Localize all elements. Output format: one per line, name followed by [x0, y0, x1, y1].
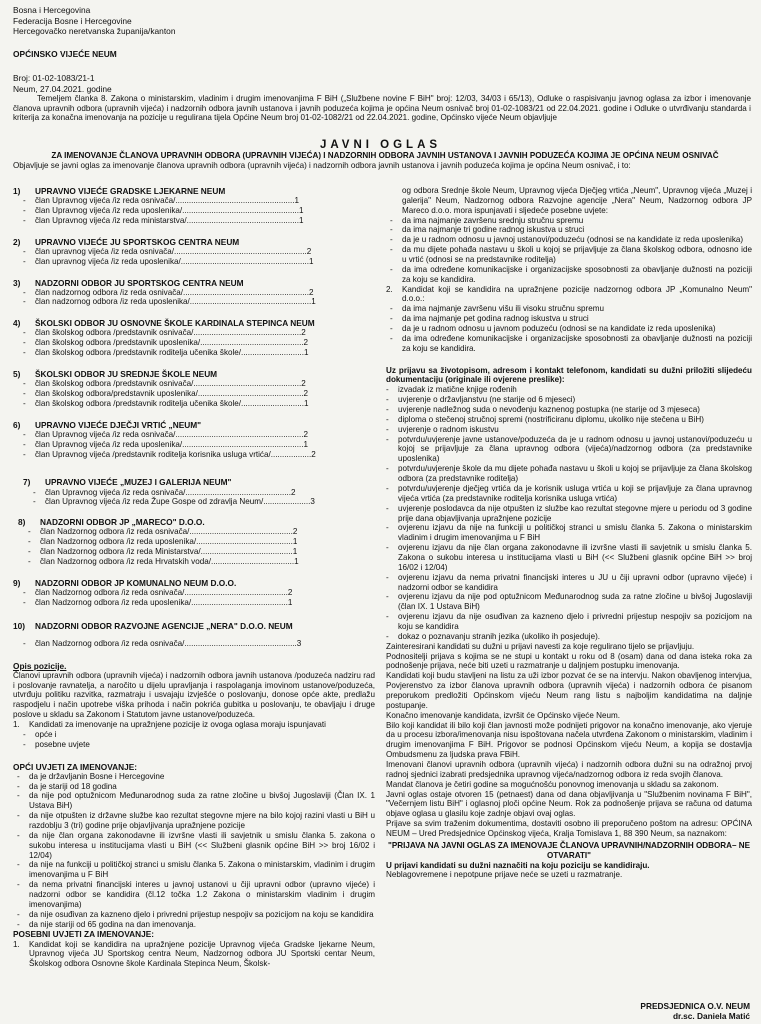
list-item: - ovjerenu izjavu da nema privatni financijski interes u JU u čiji upravni odbor (upravno vijeće) i nadzorni odbor se kandidira: [398, 573, 752, 593]
closing-paragraph: Zainteresirani kandidati su dužni u prijavi navesti za koje regulirano tijelo se prijavljuju.: [386, 641, 695, 651]
right-column: [386, 186, 752, 880]
list-item: - član Nadzornog odbora /iz reda Ministarstva/.........................................1: [40, 547, 375, 557]
section-title-opis: Opis pozicije.: [13, 660, 67, 671]
closing-paragraph: Podnositelji prijava s kojima se ne stupi u kontakt u roku od 8 (osam) dana od dana isteka roka za podnošenje prijava, neće biti uzeti u razmatranje u daljnjem postupku imenovanja.: [386, 651, 752, 671]
closing-paragraph: Mandat članova je četiri godine sa mogućnošću ponovnog imenovanja u skladu sa zakonom.: [386, 779, 719, 789]
list-item: - član školskog odbora /predstavnik roditelja učenika škole/............................1: [35, 348, 375, 358]
position-heading: 10) NADZORNI ODBOR RAZVOJNE AGENCIJE „NERA" D.O.O. NEUM: [13, 620, 293, 631]
position-block: [13, 578, 375, 608]
position-block: [13, 278, 375, 308]
list-item: - član Upravnog vijeća /iz reda ministarstva/..................................................1: [35, 216, 375, 226]
position-block: [13, 477, 375, 507]
list-item: - ovjerenu izjavu da nije osuđivan za kazneno djelo i privredni prijestup nespojiv sa pozicijom na koju se kandidira: [398, 612, 752, 632]
signatory-role: PREDSJEDNICA O.V. NEUM: [640, 1001, 750, 1011]
position-heading: 7) UPRAVNO VIJEĆE „MUZEJ I GALERIJA NEUM": [23, 477, 232, 488]
list-item: - član školskog odbora /predstavnik roditelja učenika škole/............................1: [35, 399, 375, 409]
header-line-federation: Federacija Bosne i Hercegovine: [13, 15, 132, 26]
list-item: - potvrdu/uvjerenje škole da mu dijete pohađa nastavu u školi u kojoj se prijavljuje za člana školskog odbora (za predstavnike roditelja): [398, 464, 752, 484]
list-item: - član Nadzornog odbora /iz reda osnivača/..............................................2: [40, 527, 375, 537]
list-item: - dokaz o poznavanju stranih jezika (ukoliko ih posjeduje).: [398, 632, 752, 642]
list-item: - da ima određene komunikacijske i organizacijske sposobnosti za obavljanje dužnosti na poziciji za koju se kandidira.: [402, 265, 752, 285]
list-item: - član Upravnog vijeća /iz reda osnivača/.........................................................2: [35, 430, 375, 440]
issuing-organization: OPĆINSKO VIJEĆE NEUM: [13, 48, 117, 59]
list-item: - izvadak iz matične knjige rođenih: [398, 385, 752, 395]
documents-intro: Uz prijavu sa životopisom, adresom i kontakt telefonom, kandidati su dužni priložiti slijedeću dokumentaciju (originale ili ovjerene preslike):: [386, 365, 752, 385]
list-item: - da nije osuđivan za kazneno djelo i privredni prijestup nespojiv sa pozicijom na koju se kandidira: [29, 910, 375, 920]
position-block: [13, 186, 375, 226]
list-item: - uvjerenje nadležnog suda o nevođenju kaznenog postupka (ne starije od 3 mjeseca): [398, 405, 752, 415]
position-block: [13, 621, 375, 649]
list-item: - da je državljanin Bosne i Hercegovine: [29, 772, 375, 782]
document-subtitle: ZA IMENOVANJE ČLANOVA UPRAVNIH ODBORA (UPRAVNIH VIJEĆA) I NADZORNIH ODBORA JAVNIH USTANOVA I JAVNIH PODUZEĆA KOJIMA JE OPĆINA NEUM OSNIVAČ: [51, 151, 719, 160]
list-item: - da ima najmanje pet godina radnog iskustva u struci: [402, 314, 752, 324]
list-item: - da mu dijete pohađa nastavu u školi u kojoj se prijavljuje za člana školskog odbora, odnosno ide u vrtić (odnosi se na predstavnike roditelja): [402, 245, 752, 265]
list-item: - da nije na funkciji u političkoj stranci u smislu članka 5. Zakona o ministarskim, vladinim i drugim imenovanjima u F BiH: [29, 860, 375, 880]
list-item: - član Nadzornog odbora /iz reda uposlenika/...........................................1: [35, 598, 375, 608]
position-heading: 6) UPRAVNO VIJEĆE DJEČJI VRTIĆ „NEUM": [13, 419, 202, 430]
list-item: - član Nadzornog odbora /iz reda uposlenika/...........................................1: [40, 537, 375, 547]
list-item: - da ima najmanje završenu višu ili visoku stručnu spremu: [402, 304, 752, 314]
list-item: - da nije otpušten iz državne službe kao rezultat stegovne mjere na bilo kojoj razini vlasti u BiH u razdoblju 3 (tri) godine prije objavljivanja upražnjene pozicije: [29, 811, 375, 831]
list-item: - član školskog odbora /predstavnik osnivača/................................................2: [35, 328, 375, 338]
left-column: [13, 186, 375, 969]
position-block: [13, 318, 375, 358]
list-item: - da je stariji od 18 godina: [29, 782, 375, 792]
signatory-name: dr.sc. Daniela Matić: [672, 1011, 750, 1022]
position-block: [13, 237, 375, 267]
list-item: - uvjerenje o radnom iskustvu: [398, 425, 752, 435]
closing-paragraph: Prijave sa svim traženim dokumentima, dostaviti osobno ili preporučeno poštom na adresu: OPĆINA NEUM – Ured Predsjednice Općinskog vijeća, Kralja Tomislava 1, 88 390 Neum, sa naznakom:: [386, 819, 752, 838]
list-item: - član Nadzornog odbora /iz reda osnivača/..................................................3: [35, 639, 375, 649]
closing-note: Neblagovremene i nepotpune prijave neće se uzeti u razmatranje.: [386, 870, 623, 880]
numbered-item: 2. Kandidat koji se kandidira na upražnjene pozicije nadzornog odbora JP „Komunalno Neum" d.o.o.:: [386, 284, 752, 304]
position-heading: 4) ŠKOLSKI ODBOR JU OSNOVNE ŠKOLE KARDINALA STEPINCA NEUM: [13, 318, 315, 329]
legal-basis-paragraph: Temeljem članka 8. Zakona o ministarskim, vladinim i drugim imenovanjima F BiH („Službene novine F BiH" broj: 12/03, 34/03 i 65/13), Odluke o raspisivanju javnog oglasa za izbor i imenovanje članova upravnih odbora (upravnih vijeća) i nadzornih odbora javnih ustanova i javnih poduzeća kojima je općina Neum osnivač broj 01-02-1083/21 od 22.04.2021. godine i Odluke o utvrđivanju standarda i kriterija za konačna imenovanja na pozicije u regulirana tijela Općine Neum broj 01-02-1082/21 od 22.04.2021. godine, Općinsko vijeće Neum objavljuje: [13, 94, 751, 123]
header-line-canton: Hercegovačko neretvanska županija/kanton: [13, 26, 176, 36]
announcement-line: Objavljuje se javni oglas za imenovanje članova upravnih odbora (upravnih vijeća) i nadzornih odbora javnih ustanova i javnih poduzeća kojima je općina Neum osnivač, i to:: [13, 161, 631, 170]
header-line-country: Bosna i Hercegovina: [13, 5, 91, 15]
position-block: [13, 420, 375, 460]
section-title-posebni: POSEBNI UVJETI ZA IMENOVANJE:: [13, 929, 155, 940]
signature-block: [620, 1001, 750, 1022]
position-block: [13, 369, 375, 409]
closing-paragraph: Bilo koji kandidat ili bilo koji član javnosti može podnijeti prigovor na konačno imenovanje, ako vjeruje da u procesu izbora/imenovanja nisu ispoštovana načela utvrđena Zakonom o ministarskim, vladinim i drugim imenovanjima F BiH. Prigovor se podnosi Općinskom vijeću Neum, a kopija se dostavlja Ombudsmenu za ljudska prava FBiH.: [386, 720, 752, 760]
list-item: - ovjerenu izjavu da nije član organa zakonodavne ili izvršne vlasti ili savjetnik u smislu članka 5. Zakona o sukobu interesa u institucijama vlasti u BiH (<< Službeni glasnik općine BiH >> broj 16/02 i 12/04): [398, 543, 752, 573]
list-item: - član nadzornog odbora /iz reda uposlenika/......................................................1: [35, 297, 375, 307]
list-item: - član Upravnog vijeća /iz reda uposlenika/....................................................1: [35, 206, 375, 216]
list-item: - uvjerenje o državljanstvu (ne starije od 6 mjeseci): [398, 395, 752, 405]
closing-paragraph: Javni oglas ostaje otvoren 15 (petnaest) dana od dana objavljivanja u "Službenim novinama F BiH", "Večernjem listu BiH" i oglasnoj ploči općine Neum. Rok za podnošenje prijava se računa od datuma objave oglasa u glasilu koje zadnje objavi ovaj oglas.: [386, 789, 752, 819]
numbered-item: 1. Kandidati za imenovanje na upražnjene pozicije iz ovoga oglasa moraju ispunjavati: [13, 719, 326, 729]
list-item: - da ima najmanje tri godine radnog iskustva u struci: [402, 225, 752, 235]
list-item: - član Nadzornog odbora /iz reda Hrvatskih voda/.....................................1: [40, 557, 375, 567]
closing-note: U prijavi kandidati su dužni naznačiti na koju poziciju se kandidiraju.: [386, 860, 650, 870]
envelope-marking: "PRIJAVA NA JAVNI OGLAS ZA IMENOVAJE ČLANOVA UPRAVNIH/NADZORNIH ODBORA– NE OTVARATI": [388, 840, 750, 860]
list-item: - da nema privatni financijski interes u javnoj ustanovi u čiji upravni odbor (upravno vijeće) i nadzorni odbor se kandidira (čl.12 točka 1.2 Zakona o ministarskim vladinim i drugim imenovanjima): [29, 880, 375, 910]
list-item: - da nije stariji od 65 godina na dan imenovanja.: [29, 920, 375, 930]
list-item: - diploma o stečenoj stručnoj spremi (nostrificiranu diplomu, ukoliko nije stečena u BiH): [398, 415, 752, 425]
position-heading: 5) ŠKOLSKI ODBOR JU SREDNJE ŠKOLE NEUM: [13, 369, 218, 380]
list-item: - član upravnog vijeća /iz reda uposlenika/.........................................................1: [35, 257, 375, 267]
list-item: - posebne uvjete: [35, 740, 375, 750]
position-heading: 8) NADZORNI ODBOR JP „MARECO" D.O.O.: [18, 517, 205, 528]
list-item: - član Upravnog vijeća /iz reda Župe Gospe od zdravlja Neum/.....................3: [45, 497, 375, 507]
list-item: - član školskog odbora /predstavnik uposlenika/..............................................2: [35, 338, 375, 348]
list-item: - potvrdu/uvjerenje dječjeg vrtića da je korisnik usluga vrtića u koji se prijavljuje za člana upravnog vijeća vrtića (za predstavnike roditelja korisnika usluga vrtića): [398, 484, 752, 504]
closing-paragraph: Konačno imenovanje kandidata, izvršit će Općinsko vijeće Neum.: [386, 710, 620, 720]
list-item: - da je u radnom odnosu u javnom poduzeću (odnosi se na kandidate iz reda uposlenika): [402, 324, 752, 334]
numbered-item: 1. Kandidat koji se kandidira na upražnjene pozicije Upravnog vijeća Gradske ljekarne Neum, Upravnog vijeća JU Sportskog centra Neum, Nadzornog odbora JU Sportski centar Neum, Školskog odbora Osnovne škole Kardinala Stepinca Neum, Školsk-: [13, 939, 375, 969]
list-item: - da nije član organa zakonodavne ili izvršne vlasti ili savjetnik u smislu članka 5. zakona o sukobu interesa u institucijama vlasti u BiH (<< Službeni glasnik općine BiH >> broj 16/02 i 12/04): [29, 831, 375, 861]
list-item: - ovjerenu izjavu da nije na funkciji u političkoj stranci u smislu članka 5. Zakona o ministarskim vladinim i drugim imenovanjima u F BiH: [398, 523, 752, 543]
document-number: Broj: 01-02-1083/21-1: [13, 73, 95, 83]
list-item: - član upravnog vijeća /iz reda osnivača/...........................................................2: [35, 247, 375, 257]
closing-paragraph: Imenovani članovi upravnih odbora (upravnih vijeća) i nadzornih odbora dužni su na odražnoj prvoj radnoj sjednici izabrati predsjednika upravnog vijeća/nadzornog odbora iz reda svojih članova.: [386, 759, 752, 779]
closing-paragraph: Kandidati koji budu stavljeni na listu za uži izbor pozvat će se na intervju. Nakon obavljenog intervjua, Povjerenstvo za izbor članova upravnih odbora (upravnih vijeća) i nadzornih odbora će pisanom preporukom predložiti Općinskom vijeću Neum rang listu s najboljim kandidatima na daljnje postupanje.: [386, 671, 752, 710]
list-item: - uvjerenje poslodavca da nije otpušten iz službe kao rezultat stegovne mjere u periodu od 3 godine prije dana objavljivanja upražnjene pozicije: [398, 504, 752, 524]
list-item: - potvrdu/uvjerenje javne ustanove/poduzeća da je u radnom odnosu u javnoj ustanovi/poduzeću u kojoj se prijavljuje za člana upravnog odbora (vijeća)/nadzornog odbora (za predstavnike uposlenika): [398, 435, 752, 465]
list-item: - član Upravnog vijeća /iz reda osnivača/.....................................................1: [35, 196, 375, 206]
list-item: - da nije pod optužnicom Međunarodnog suda za ratne zločine u bivšoj Jugoslaviji (Član IX. 1 Ustava BiH): [29, 791, 375, 811]
document-title: JAVNI OGLAS: [319, 139, 442, 151]
list-item: - član nadzornog odbora /iz reda osnivača/........................................................2: [35, 288, 375, 298]
list-item: - da ima određene komunikacijske i organizacijske sposobnosti za obavljanje dužnosti na poziciji za koju se kandidira.: [402, 334, 752, 354]
list-item: - opće i: [35, 730, 375, 740]
list-item: - da je u radnom odnosu u javnoj ustanovi/poduzeću (odnosi se na kandidate iz reda uposlenika): [402, 235, 752, 245]
list-item: - član školskog odbora /predstavnik osnivača/................................................2: [35, 379, 375, 389]
opis-text: Članovi upravnih odbora (upravnih vijeća) i nadzornih odbora javnih ustanova /poduzeća nadziru rad i poslovanje ravnatelja, a naročito u dijelu upravljanja i raspolaganja imovinom ustanove/poduzeća, utvrđuju politiku razvitka, razmatraju i usvajaju izvješće o poslovanju, donose opće akte, predlažu raspodjelu i način upotrebe viška prihoda i način pokrića gubitka u poslovanju, te obavljaju i druge poslove u skladu sa Zakonom i Statutom javne ustanove/poduzeća.: [13, 670, 375, 720]
position-heading: 9) NADZORNI ODBOR JP KOMUNALNO NEUM D.O.O.: [13, 577, 237, 588]
section-title-opci: OPĆI UVJETI ZA IMENOVANJE:: [13, 761, 138, 772]
position-heading: 2) UPRAVNO VIJEĆE JU SPORTSKOG CENTRA NEUM: [13, 236, 240, 247]
position-heading: 1) UPRAVNO VIJEĆE GRADSKE LJEKARNE NEUM: [13, 186, 226, 196]
list-item: - ovjerenu izjavu da nije pod optužnicom Međunarodnog suda za ratne zločine u bivšoj Jugoslaviji (član IX. 1 Ustava BiH): [398, 592, 752, 612]
list-item: - član Upravnog vijeća /iz reda uposlenika/......................................................1: [35, 440, 375, 450]
list-item: - član Upravnog vijeća /iz reda osnivača/...............................................2: [45, 488, 375, 498]
list-item: - da ima najmanje završenu srednju stručnu spremu: [402, 216, 752, 226]
document-date: Neum, 27.04.2021. godine: [13, 83, 112, 94]
position-heading: 3) NADZORNI ODBOR JU SPORTSKOG CENTRA NEUM: [13, 277, 244, 288]
list-item: - član školskog odbora/predstavnik uposlenika/...............................................2: [35, 389, 375, 399]
position-block: [13, 517, 375, 567]
legal-intro: [13, 94, 751, 123]
list-item: - član Upravnog vijeća /predstavnik roditelja korisnika usluga vrtića/..................2: [35, 450, 375, 460]
posebni-continuation: og odbora Srednje škole Neum, Upravnog vijeća Dječjeg vrtića „Neum", Upravnog vijeća „Muzej i galerija" Neum, Nadzornog odbora Razvojne agencije „Nera" Neum, Nadzornog odbora JP Mareco d.o.o. mora ispunjavati i sljedeće posebne uvjete:: [402, 186, 752, 215]
document-header: [13, 5, 175, 94]
list-item: - član Nadzornog odbora /iz reda osnivača/..............................................2: [35, 588, 375, 598]
